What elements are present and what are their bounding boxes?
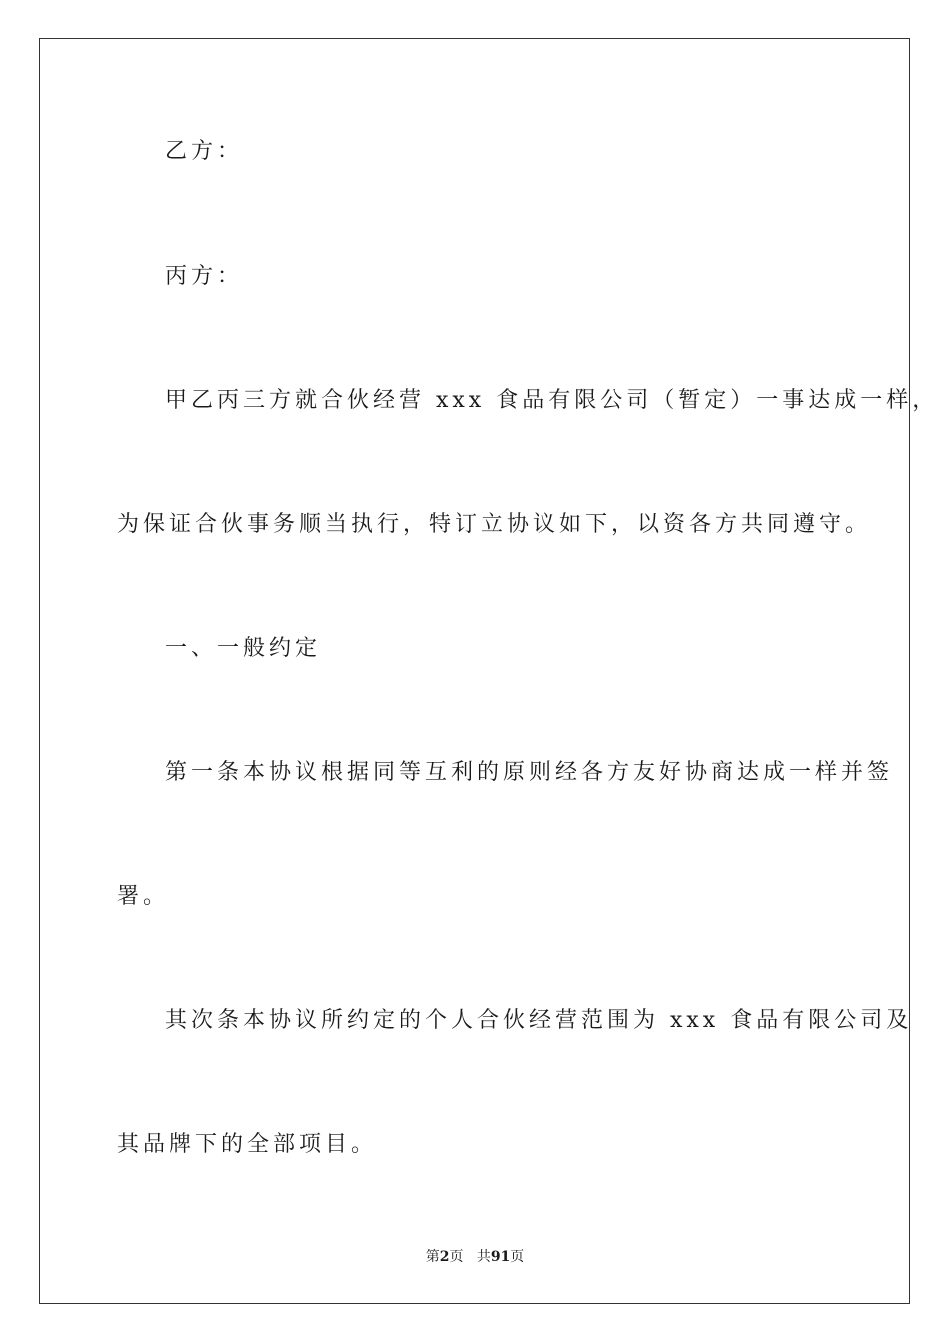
page-footer	[0, 1246, 950, 1266]
intro-paragraph-line-1: 甲乙丙三方就合伙经营 xxx 食品有限公司（暂定）一事达成一样，	[165, 388, 939, 413]
page-frame	[39, 38, 913, 1304]
section-heading-general: 一、一般约定	[165, 636, 322, 661]
article-2-line-2: 其品牌下的全部项目。	[117, 1132, 378, 1157]
article-2-line-1: 其次条本协议所约定的个人合伙经营范围为 xxx 食品有限公司及	[165, 1008, 913, 1033]
footer-page-number: 2	[439, 1249, 450, 1265]
party-b-label: 乙方：	[165, 139, 244, 164]
intro-paragraph-line-2: 为保证合伙事务顺当执行，特订立协议如下，以资各方共同遵守。	[117, 512, 872, 537]
footer-total-pages: 91	[490, 1249, 511, 1265]
footer-total-suffix: 页	[510, 1249, 525, 1265]
footer-page-prefix: 第	[425, 1249, 440, 1265]
footer-page-suffix: 页	[449, 1249, 464, 1265]
article-1-line-1: 第一条本协议根据同等互利的原则经各方友好协商达成一样并签	[165, 760, 894, 785]
article-1-line-2: 署。	[117, 884, 170, 909]
party-c-label: 丙方：	[165, 264, 244, 289]
footer-total-prefix: 共	[476, 1249, 491, 1265]
